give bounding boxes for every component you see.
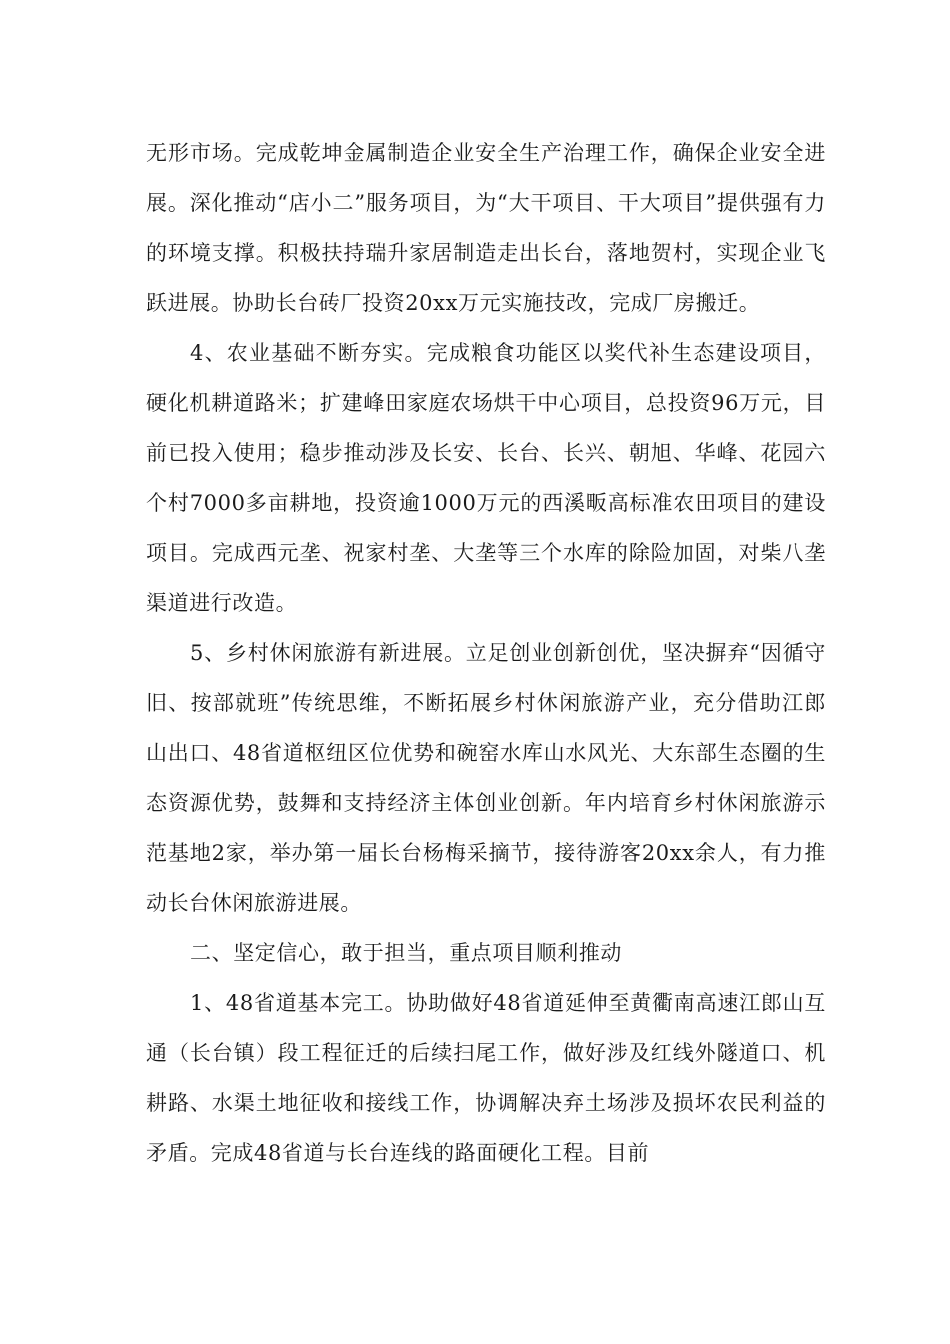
paragraph-provincial-road-48: 1、48省道基本完工。协助做好48省道延伸至黄衢南高速江郎山互通（长台镇）段工程征迁的后续扫尾工作，做好涉及红线外隧道口、机耕路、水渠土地征收和接线工作，协调解决弃土场涉及损坏农民利益的矛盾。完成48省道与长台连线的路面硬化工程。目前 — [146, 991, 826, 1165]
paragraph-agriculture: 4、农业基础不断夯实。完成粮食功能区以奖代补生态建设项目，硬化机耕道路米；扩建峰田家庭农场烘干中心项目，总投资96万元，目前已投入使用；稳步推动涉及长安、长台、长兴、朝旭、华峰、花园六个村7000多亩耕地，投资逾1000万元的西溪畈高标准农田项目的建设项目。完成西元垄、祝家村垄、大垄等三个水库的除险加固，对柴八垄渠道进行改造。 — [146, 341, 826, 615]
document-page — [146, 128, 826, 1178]
paragraph-rural-tourism: 5、乡村休闲旅游有新进展。立足创业创新创优，坚决摒弃“因循守旧、按部就班”传统思维，不断拓展乡村休闲旅游产业，充分借助江郎山出口、48省道枢纽区位优势和碗窑水库山水风光、大东部生态圈的生态资源优势，鼓舞和支持经济主体创业创新。年内培育乡村休闲旅游示范基地2家，举办第一届长台杨梅采摘节，接待游客20xx余人，有力推动长台休闲旅游进展。 — [146, 641, 826, 915]
section-heading-key-projects: 二、坚定信心，敢于担当，重点项目顺利推动 — [190, 941, 622, 965]
paragraph-continuation: 无形市场。完成乾坤金属制造企业安全生产治理工作，确保企业安全进展。深化推动“店小二”服务项目，为“大干项目、干大项目”提供强有力的环境支撑。积极扶持瑞升家居制造走出长台，落地贺村，实现企业飞跃进展。协助长台砖厂投资20xx万元实施技改，完成厂房搬迁。 — [146, 141, 826, 315]
